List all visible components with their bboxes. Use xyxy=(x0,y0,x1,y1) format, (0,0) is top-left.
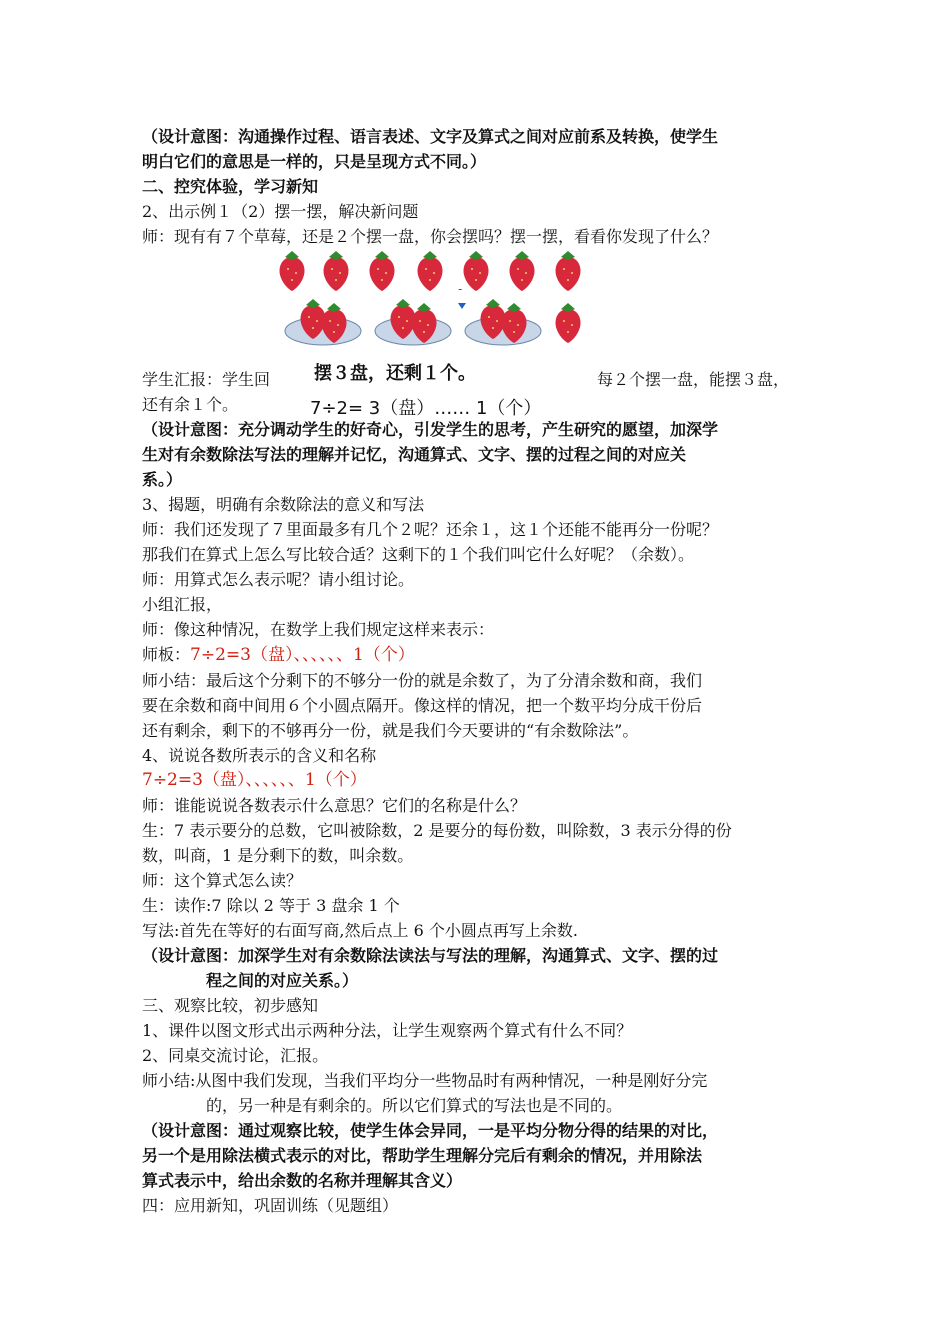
step-4-heading: 4、说说各数所表示的含义和名称 xyxy=(142,746,377,765)
design-intent-3-line2: 程之间的对应关系。） xyxy=(206,971,359,990)
section-2-heading: 二、控究体验，学习新知 xyxy=(142,177,319,196)
design-intent-4-line1: （设计意图：通过观察比较，使学生体会异同，一是平均分物分得的结果的对比， xyxy=(142,1121,719,1140)
design-intent-2-line3: 系。） xyxy=(142,470,183,489)
student-report-start: 学生汇报：学生回 xyxy=(142,370,271,389)
document-page xyxy=(142,124,814,1218)
teacher-question-3: 师：这个算式怎么读？ xyxy=(142,871,303,890)
step-2-heading: 2、出示例１（2）摆一摆，解决新问题 xyxy=(142,202,419,221)
summary-line2: 要在余数和商中间用６个小圆点隔开。像这样的情况，把一个数平均分成干份后 xyxy=(142,696,703,715)
section-4-heading: 四：应用新知，巩固训练（见题组） xyxy=(142,1196,399,1215)
step-2-text: 2、同桌交流讨论，汇报。 xyxy=(142,1046,329,1065)
summary-line3: 还有剩余，剩下的不够再分一份，就是我们今天要讲的“有余数除法”。 xyxy=(142,721,639,740)
teacher-question: 师：现有有７个草莓，还是２个摆一盘，你会摆吗？摆一摆，看看你发现了什么？ xyxy=(142,227,719,246)
teacher-text-2: 那我们在算式上怎么写比较合适？这剩下的１个我们叫它什么好呢？（余数）。 xyxy=(142,545,695,564)
summary-2-line2: 的，另一种是有剩余的。所以它们算式的写法也是不同的。 xyxy=(206,1096,623,1115)
remainder-text: 还有余１个。 xyxy=(142,395,239,414)
design-intent-3-line1: （设计意图：加深学生对有余数除法读法与写法的理解，沟通算式、文字、摆的过 xyxy=(142,946,719,965)
section-3-heading: 三、观察比较，初步感知 xyxy=(142,996,319,1015)
design-intent-1-line1: （设计意图：沟通操作过程、语言表述、文字及算式之间对应前系及转换，使学生 xyxy=(142,127,719,146)
teacher-text-4: 师：像这种情况，在数学上我们规定这样来表示： xyxy=(142,620,495,639)
student-report-line2 xyxy=(142,392,814,417)
writing-method: 写法:首先在等好的右面写商,然后点上 6 个小圆点再写上余数. xyxy=(142,921,578,940)
design-intent-1-line2: 明白它们的意思是一样的，只是呈现方式不同。） xyxy=(142,152,487,171)
summary-2-line1: 师小结:从图中我们发现，当我们平均分一些物品时有两种情况，一种是刚好分完 xyxy=(142,1071,708,1090)
board-label: 师板： xyxy=(142,645,191,664)
svg-text:-: - xyxy=(458,282,463,296)
student-report-line xyxy=(142,363,814,392)
design-intent-4-line3: 算式表示中，给出余数的名称并理解其含义） xyxy=(142,1171,463,1190)
design-intent-4-line2: 另一个是用除法横式表示的对比，帮助学生理解分完后有剩余的情况，并用除法 xyxy=(142,1146,703,1165)
teacher-text-1: 师：我们还发现了７里面最多有几个２呢？还余１，这１个还能不能再分一份呢？ xyxy=(142,520,719,539)
board-formula: 7÷2=3（盘）、、、、、、1（个） xyxy=(190,645,415,665)
group-report: 小组汇报， xyxy=(142,595,223,614)
strawberry-plates-illustration xyxy=(278,249,728,359)
student-answer-line1: 生：7 表示要分的总数，它叫被除数，2 是要分的每份数，叫除数，3 表示分得的份 xyxy=(142,821,732,840)
student-report-end: 每２个摆一盘，能摆３盘， xyxy=(597,370,790,389)
figure-caption: 摆３盘，还剩１个。 xyxy=(314,363,476,384)
design-intent-2-line1: （设计意图：充分调动学生的好奇心，引发学生的思考，产生研究的愿望，加深学 xyxy=(142,420,719,439)
teacher-question-2: 师：谁能说说各数表示什么意思？它们的名称是什么？ xyxy=(142,796,527,815)
formula-red: 7÷2=3（盘）、、、、、、1（个） xyxy=(142,770,367,790)
student-reading: 生：读作:7 除以 2 等于 3 盘余 1 个 xyxy=(142,896,400,915)
figure-formula: 7÷2= 3（盘）…… 1（个） xyxy=(310,398,542,419)
summary-line1: 师小结：最后这个分剩下的不够分一份的就是余数了，为了分清余数和商，我们 xyxy=(142,671,703,690)
step-1-text: 1、课件以图文形式出示两种分法，让学生观察两个算式有什么不同？ xyxy=(142,1021,633,1040)
student-answer-line2: 数，叫商，1 是分剩下的数，叫余数。 xyxy=(142,846,414,865)
teacher-text-3: 师：用算式怎么表示呢？请小组讨论。 xyxy=(142,570,415,589)
step-3-heading: 3、揭题，明确有余数除法的意义和写法 xyxy=(142,495,425,514)
design-intent-2-line2: 生对有余数除法写法的理解并记忆，沟通算式、文字、摆的过程之间的对应关 xyxy=(142,445,687,464)
strawberry-figure xyxy=(142,249,814,367)
board-line xyxy=(142,642,814,668)
